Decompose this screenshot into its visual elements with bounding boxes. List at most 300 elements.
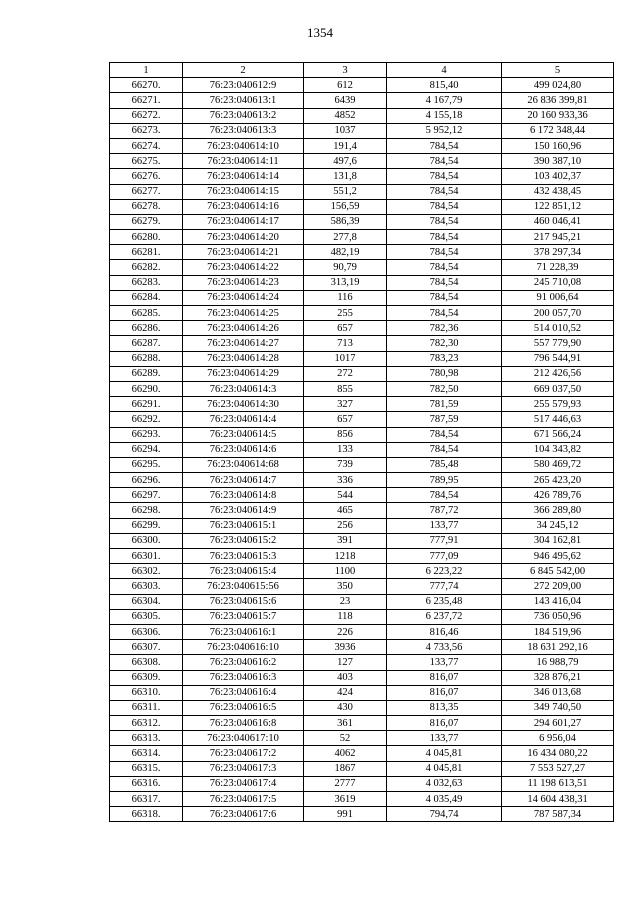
cadastral-value-cell: 432 438,45 <box>502 184 614 199</box>
row-number-cell: 66296. <box>110 473 183 488</box>
unit-value-cell: 784,54 <box>387 275 502 290</box>
row-number-cell: 66306. <box>110 624 183 639</box>
cadastral-value-cell: 796 544,91 <box>502 351 614 366</box>
cadastral-number-cell: 76:23:040616:1 <box>183 624 304 639</box>
area-cell: 1037 <box>304 123 387 138</box>
row-number-cell: 66274. <box>110 138 183 153</box>
area-cell: 497,6 <box>304 154 387 169</box>
cadastral-value-cell: 14 604 438,31 <box>502 792 614 807</box>
area-cell: 3936 <box>304 640 387 655</box>
column-header-4: 4 <box>387 63 502 78</box>
row-number-cell: 66311. <box>110 700 183 715</box>
row-number-cell: 66270. <box>110 78 183 93</box>
area-cell: 272 <box>304 366 387 381</box>
row-number-cell: 66309. <box>110 670 183 685</box>
cadastral-number-cell: 76:23:040614:7 <box>183 473 304 488</box>
area-cell: 313,19 <box>304 275 387 290</box>
page-number: 1354 <box>307 25 333 40</box>
area-cell: 713 <box>304 336 387 351</box>
area-cell: 465 <box>304 503 387 518</box>
cadastral-number-cell: 76:23:040614:22 <box>183 260 304 275</box>
cadastral-number-cell: 76:23:040614:16 <box>183 199 304 214</box>
row-number-cell: 66285. <box>110 306 183 321</box>
row-number-cell: 66292. <box>110 412 183 427</box>
row-number-cell: 66276. <box>110 169 183 184</box>
table-row <box>110 518 614 533</box>
row-number-cell: 66289. <box>110 366 183 381</box>
area-cell: 612 <box>304 78 387 93</box>
cadastral-number-cell: 76:23:040616:4 <box>183 685 304 700</box>
cadastral-value-cell: 265 423,20 <box>502 473 614 488</box>
unit-value-cell: 787,59 <box>387 412 502 427</box>
cadastral-number-cell: 76:23:040612:9 <box>183 78 304 93</box>
area-cell: 430 <box>304 700 387 715</box>
unit-value-cell: 813,35 <box>387 700 502 715</box>
cadastral-value-cell: 6 845 542,00 <box>502 564 614 579</box>
area-cell: 424 <box>304 685 387 700</box>
cadastral-value-cell: 217 945,21 <box>502 230 614 245</box>
cadastral-number-cell: 76:23:040614:27 <box>183 336 304 351</box>
row-number-cell: 66288. <box>110 351 183 366</box>
row-number-cell: 66283. <box>110 275 183 290</box>
area-cell: 116 <box>304 290 387 305</box>
cadastral-number-cell: 76:23:040615:4 <box>183 564 304 579</box>
unit-value-cell: 777,74 <box>387 579 502 594</box>
cadastral-value-cell: 787 587,34 <box>502 807 614 822</box>
cadastral-number-cell: 76:23:040613:1 <box>183 93 304 108</box>
cadastral-value-cell: 150 160,96 <box>502 138 614 153</box>
column-header-3: 3 <box>304 63 387 78</box>
cadastral-number-cell: 76:23:040613:3 <box>183 123 304 138</box>
row-number-cell: 66317. <box>110 792 183 807</box>
unit-value-cell: 789,95 <box>387 473 502 488</box>
table-row <box>110 503 614 518</box>
unit-value-cell: 4 035,49 <box>387 792 502 807</box>
area-cell: 856 <box>304 427 387 442</box>
unit-value-cell: 784,54 <box>387 214 502 229</box>
row-number-cell: 66294. <box>110 442 183 457</box>
unit-value-cell: 785,48 <box>387 457 502 472</box>
unit-value-cell: 5 952,12 <box>387 123 502 138</box>
cadastral-number-cell: 76:23:040615:1 <box>183 518 304 533</box>
row-number-cell: 66308. <box>110 655 183 670</box>
table-row <box>110 78 614 93</box>
unit-value-cell: 4 045,81 <box>387 761 502 776</box>
area-cell: 1218 <box>304 549 387 564</box>
table-row <box>110 290 614 305</box>
table-row <box>110 108 614 123</box>
table-row <box>110 214 614 229</box>
cadastral-number-cell: 76:23:040616:3 <box>183 670 304 685</box>
cadastral-number-cell: 76:23:040617:5 <box>183 792 304 807</box>
area-cell: 336 <box>304 473 387 488</box>
unit-value-cell: 784,54 <box>387 230 502 245</box>
area-cell: 2777 <box>304 776 387 791</box>
cadastral-value-cell: 514 010,52 <box>502 321 614 336</box>
unit-value-cell: 815,40 <box>387 78 502 93</box>
row-number-cell: 66278. <box>110 199 183 214</box>
cadastral-number-cell: 76:23:040616:8 <box>183 716 304 731</box>
unit-value-cell: 4 167,79 <box>387 93 502 108</box>
cadastral-number-cell: 76:23:040617:3 <box>183 761 304 776</box>
cadastral-number-cell: 76:23:040614:21 <box>183 245 304 260</box>
table-row <box>110 564 614 579</box>
table-row <box>110 700 614 715</box>
area-cell: 855 <box>304 381 387 396</box>
area-cell: 4852 <box>304 108 387 123</box>
row-number-cell: 66316. <box>110 776 183 791</box>
row-number-cell: 66282. <box>110 260 183 275</box>
table-row <box>110 670 614 685</box>
area-cell: 6439 <box>304 93 387 108</box>
table-row <box>110 199 614 214</box>
cadastral-number-cell: 76:23:040614:24 <box>183 290 304 305</box>
table-row <box>110 260 614 275</box>
area-cell: 255 <box>304 306 387 321</box>
row-number-cell: 66273. <box>110 123 183 138</box>
cadastral-number-cell: 76:23:040614:11 <box>183 154 304 169</box>
area-cell: 544 <box>304 488 387 503</box>
table-row <box>110 792 614 807</box>
row-number-cell: 66302. <box>110 564 183 579</box>
unit-value-cell: 6 223,22 <box>387 564 502 579</box>
cadastral-number-cell: 76:23:040614:15 <box>183 184 304 199</box>
table-row <box>110 93 614 108</box>
area-cell: 1867 <box>304 761 387 776</box>
cadastral-value-cell: 671 566,24 <box>502 427 614 442</box>
table-row <box>110 412 614 427</box>
row-number-cell: 66299. <box>110 518 183 533</box>
row-number-cell: 66284. <box>110 290 183 305</box>
cadastral-number-cell: 76:23:040616:2 <box>183 655 304 670</box>
cadastral-number-cell: 76:23:040615:7 <box>183 609 304 624</box>
unit-value-cell: 780,98 <box>387 366 502 381</box>
cadastral-value-cell: 91 006,64 <box>502 290 614 305</box>
table-row <box>110 169 614 184</box>
unit-value-cell: 133,77 <box>387 731 502 746</box>
cadastral-value-cell: 122 851,12 <box>502 199 614 214</box>
row-number-cell: 66298. <box>110 503 183 518</box>
row-number-cell: 66279. <box>110 214 183 229</box>
cadastral-value-cell: 103 402,37 <box>502 169 614 184</box>
table-row <box>110 716 614 731</box>
row-number-cell: 66314. <box>110 746 183 761</box>
table-row <box>110 761 614 776</box>
table-header-row <box>110 63 614 78</box>
table-row <box>110 306 614 321</box>
cadastral-number-cell: 76:23:040614:5 <box>183 427 304 442</box>
area-cell: 657 <box>304 412 387 427</box>
unit-value-cell: 784,54 <box>387 245 502 260</box>
table-row <box>110 138 614 153</box>
cadastral-number-cell: 76:23:040614:29 <box>183 366 304 381</box>
table-row <box>110 685 614 700</box>
row-number-cell: 66318. <box>110 807 183 822</box>
row-number-cell: 66286. <box>110 321 183 336</box>
table-row <box>110 123 614 138</box>
cadastral-value-cell: 304 162,81 <box>502 533 614 548</box>
row-number-cell: 66293. <box>110 427 183 442</box>
table-row <box>110 230 614 245</box>
cadastral-value-cell: 26 836 399,81 <box>502 93 614 108</box>
table-row <box>110 609 614 624</box>
cadastral-number-cell: 76:23:040614:6 <box>183 442 304 457</box>
cadastral-value-cell: 366 289,80 <box>502 503 614 518</box>
table-row <box>110 397 614 412</box>
cadastral-value-cell: 184 519,96 <box>502 624 614 639</box>
table-row <box>110 776 614 791</box>
area-cell: 133 <box>304 442 387 457</box>
cadastral-number-cell: 76:23:040617:10 <box>183 731 304 746</box>
unit-value-cell: 784,54 <box>387 427 502 442</box>
area-cell: 191,4 <box>304 138 387 153</box>
row-number-cell: 66295. <box>110 457 183 472</box>
cadastral-number-cell: 76:23:040614:10 <box>183 138 304 153</box>
cadastral-value-cell: 16 988,79 <box>502 655 614 670</box>
cadastral-value-cell: 328 876,21 <box>502 670 614 685</box>
area-cell: 277,8 <box>304 230 387 245</box>
unit-value-cell: 782,50 <box>387 381 502 396</box>
unit-value-cell: 4 045,81 <box>387 746 502 761</box>
area-cell: 991 <box>304 807 387 822</box>
table-row <box>110 457 614 472</box>
row-number-cell: 66277. <box>110 184 183 199</box>
cadastral-number-cell: 76:23:040614:30 <box>183 397 304 412</box>
area-cell: 3619 <box>304 792 387 807</box>
cadastral-value-cell: 390 387,10 <box>502 154 614 169</box>
table-row <box>110 549 614 564</box>
row-number-cell: 66297. <box>110 488 183 503</box>
unit-value-cell: 133,77 <box>387 655 502 670</box>
row-number-cell: 66303. <box>110 579 183 594</box>
cadastral-value-cell: 255 579,93 <box>502 397 614 412</box>
cadastral-value-cell: 104 343,82 <box>502 442 614 457</box>
cadastral-value-cell: 34 245,12 <box>502 518 614 533</box>
unit-value-cell: 784,54 <box>387 154 502 169</box>
cadastral-value-cell: 580 469,72 <box>502 457 614 472</box>
cadastral-value-cell: 349 740,50 <box>502 700 614 715</box>
area-cell: 127 <box>304 655 387 670</box>
area-cell: 52 <box>304 731 387 746</box>
area-cell: 361 <box>304 716 387 731</box>
row-number-cell: 66310. <box>110 685 183 700</box>
table-row <box>110 275 614 290</box>
unit-value-cell: 784,54 <box>387 442 502 457</box>
row-number-cell: 66315. <box>110 761 183 776</box>
table-row <box>110 731 614 746</box>
row-number-cell: 66304. <box>110 594 183 609</box>
cadastral-value-cell: 378 297,34 <box>502 245 614 260</box>
area-cell: 4062 <box>304 746 387 761</box>
table-row <box>110 381 614 396</box>
row-number-cell: 66300. <box>110 533 183 548</box>
cadastral-number-cell: 76:23:040614:9 <box>183 503 304 518</box>
area-cell: 327 <box>304 397 387 412</box>
cadastral-number-cell: 76:23:040614:4 <box>183 412 304 427</box>
cadastral-number-cell: 76:23:040615:3 <box>183 549 304 564</box>
cadastral-number-cell: 76:23:040614:14 <box>183 169 304 184</box>
cadastral-number-cell: 76:23:040617:4 <box>183 776 304 791</box>
cadastral-value-cell: 16 434 080,22 <box>502 746 614 761</box>
cadastral-value-cell: 499 024,80 <box>502 78 614 93</box>
area-cell: 23 <box>304 594 387 609</box>
cadastral-value-table <box>109 62 614 822</box>
cadastral-value-cell: 200 057,70 <box>502 306 614 321</box>
unit-value-cell: 6 237,72 <box>387 609 502 624</box>
area-cell: 350 <box>304 579 387 594</box>
table-row <box>110 473 614 488</box>
unit-value-cell: 784,54 <box>387 260 502 275</box>
area-cell: 90,79 <box>304 260 387 275</box>
cadastral-number-cell: 76:23:040614:8 <box>183 488 304 503</box>
cadastral-number-cell: 76:23:040614:68 <box>183 457 304 472</box>
unit-value-cell: 6 235,48 <box>387 594 502 609</box>
table-row <box>110 184 614 199</box>
table-row <box>110 655 614 670</box>
table-row <box>110 533 614 548</box>
row-number-cell: 66307. <box>110 640 183 655</box>
cadastral-number-cell: 76:23:040614:3 <box>183 381 304 396</box>
area-cell: 226 <box>304 624 387 639</box>
unit-value-cell: 784,54 <box>387 199 502 214</box>
area-cell: 586,39 <box>304 214 387 229</box>
row-number-cell: 66280. <box>110 230 183 245</box>
cadastral-value-cell: 294 601,27 <box>502 716 614 731</box>
table-row <box>110 427 614 442</box>
cadastral-number-cell: 76:23:040615:56 <box>183 579 304 594</box>
unit-value-cell: 784,54 <box>387 138 502 153</box>
cadastral-number-cell: 76:23:040614:28 <box>183 351 304 366</box>
column-header-2: 2 <box>183 63 304 78</box>
area-cell: 657 <box>304 321 387 336</box>
unit-value-cell: 783,23 <box>387 351 502 366</box>
unit-value-cell: 784,54 <box>387 488 502 503</box>
cadastral-number-cell: 76:23:040615:2 <box>183 533 304 548</box>
table-row <box>110 488 614 503</box>
unit-value-cell: 782,30 <box>387 336 502 351</box>
cadastral-value-cell: 143 416,04 <box>502 594 614 609</box>
row-number-cell: 66275. <box>110 154 183 169</box>
cadastral-value-cell: 557 779,90 <box>502 336 614 351</box>
area-cell: 739 <box>304 457 387 472</box>
area-cell: 1100 <box>304 564 387 579</box>
cadastral-number-cell: 76:23:040615:6 <box>183 594 304 609</box>
unit-value-cell: 787,72 <box>387 503 502 518</box>
area-cell: 131,8 <box>304 169 387 184</box>
unit-value-cell: 133,77 <box>387 518 502 533</box>
table-row <box>110 746 614 761</box>
unit-value-cell: 816,46 <box>387 624 502 639</box>
unit-value-cell: 816,07 <box>387 685 502 700</box>
cadastral-number-cell: 76:23:040617:6 <box>183 807 304 822</box>
column-header-5: 5 <box>502 63 614 78</box>
table-row <box>110 321 614 336</box>
unit-value-cell: 782,36 <box>387 321 502 336</box>
cadastral-value-cell: 669 037,50 <box>502 381 614 396</box>
unit-value-cell: 794,74 <box>387 807 502 822</box>
cadastral-number-cell: 76:23:040614:23 <box>183 275 304 290</box>
area-cell: 156,59 <box>304 199 387 214</box>
table-row <box>110 351 614 366</box>
area-cell: 391 <box>304 533 387 548</box>
unit-value-cell: 784,54 <box>387 169 502 184</box>
cadastral-value-cell: 460 046,41 <box>502 214 614 229</box>
table-row <box>110 579 614 594</box>
unit-value-cell: 784,54 <box>387 290 502 305</box>
cadastral-number-cell: 76:23:040614:25 <box>183 306 304 321</box>
row-number-cell: 66272. <box>110 108 183 123</box>
cadastral-value-cell: 71 228,39 <box>502 260 614 275</box>
cadastral-value-cell: 946 495,62 <box>502 549 614 564</box>
unit-value-cell: 781,59 <box>387 397 502 412</box>
row-number-cell: 66271. <box>110 93 183 108</box>
row-number-cell: 66305. <box>110 609 183 624</box>
cadastral-number-cell: 76:23:040616:5 <box>183 700 304 715</box>
area-cell: 551,2 <box>304 184 387 199</box>
table-row <box>110 245 614 260</box>
cadastral-number-cell: 76:23:040614:20 <box>183 230 304 245</box>
column-header-1: 1 <box>110 63 183 78</box>
row-number-cell: 66313. <box>110 731 183 746</box>
cadastral-value-cell: 426 789,76 <box>502 488 614 503</box>
row-number-cell: 66281. <box>110 245 183 260</box>
table-row <box>110 366 614 381</box>
table-row <box>110 336 614 351</box>
cadastral-number-cell: 76:23:040614:26 <box>183 321 304 336</box>
area-cell: 403 <box>304 670 387 685</box>
cadastral-value-cell: 245 710,08 <box>502 275 614 290</box>
unit-value-cell: 4 733,56 <box>387 640 502 655</box>
row-number-cell: 66312. <box>110 716 183 731</box>
cadastral-value-cell: 272 209,00 <box>502 579 614 594</box>
cadastral-value-cell: 6 172 348,44 <box>502 123 614 138</box>
unit-value-cell: 784,54 <box>387 306 502 321</box>
unit-value-cell: 777,91 <box>387 533 502 548</box>
cadastral-number-cell: 76:23:040616:10 <box>183 640 304 655</box>
unit-value-cell: 777,09 <box>387 549 502 564</box>
table-row <box>110 640 614 655</box>
unit-value-cell: 816,07 <box>387 670 502 685</box>
area-cell: 482,19 <box>304 245 387 260</box>
unit-value-cell: 4 032,63 <box>387 776 502 791</box>
table-row <box>110 442 614 457</box>
area-cell: 118 <box>304 609 387 624</box>
cadastral-value-cell: 736 050,96 <box>502 609 614 624</box>
cadastral-number-cell: 76:23:040613:2 <box>183 108 304 123</box>
cadastral-number-cell: 76:23:040614:17 <box>183 214 304 229</box>
row-number-cell: 66291. <box>110 397 183 412</box>
row-number-cell: 66287. <box>110 336 183 351</box>
unit-value-cell: 784,54 <box>387 184 502 199</box>
cadastral-value-cell: 20 160 933,36 <box>502 108 614 123</box>
row-number-cell: 66290. <box>110 381 183 396</box>
table-row <box>110 154 614 169</box>
cadastral-value-cell: 18 631 292,16 <box>502 640 614 655</box>
cadastral-value-cell: 7 553 527,27 <box>502 761 614 776</box>
cadastral-value-cell: 212 426,56 <box>502 366 614 381</box>
row-number-cell: 66301. <box>110 549 183 564</box>
cadastral-number-cell: 76:23:040617:2 <box>183 746 304 761</box>
unit-value-cell: 4 155,18 <box>387 108 502 123</box>
unit-value-cell: 816,07 <box>387 716 502 731</box>
area-cell: 1017 <box>304 351 387 366</box>
table-body <box>110 78 614 822</box>
table-row <box>110 624 614 639</box>
cadastral-value-cell: 346 013,68 <box>502 685 614 700</box>
table-row <box>110 807 614 822</box>
area-cell: 256 <box>304 518 387 533</box>
cadastral-value-cell: 11 198 613,51 <box>502 776 614 791</box>
